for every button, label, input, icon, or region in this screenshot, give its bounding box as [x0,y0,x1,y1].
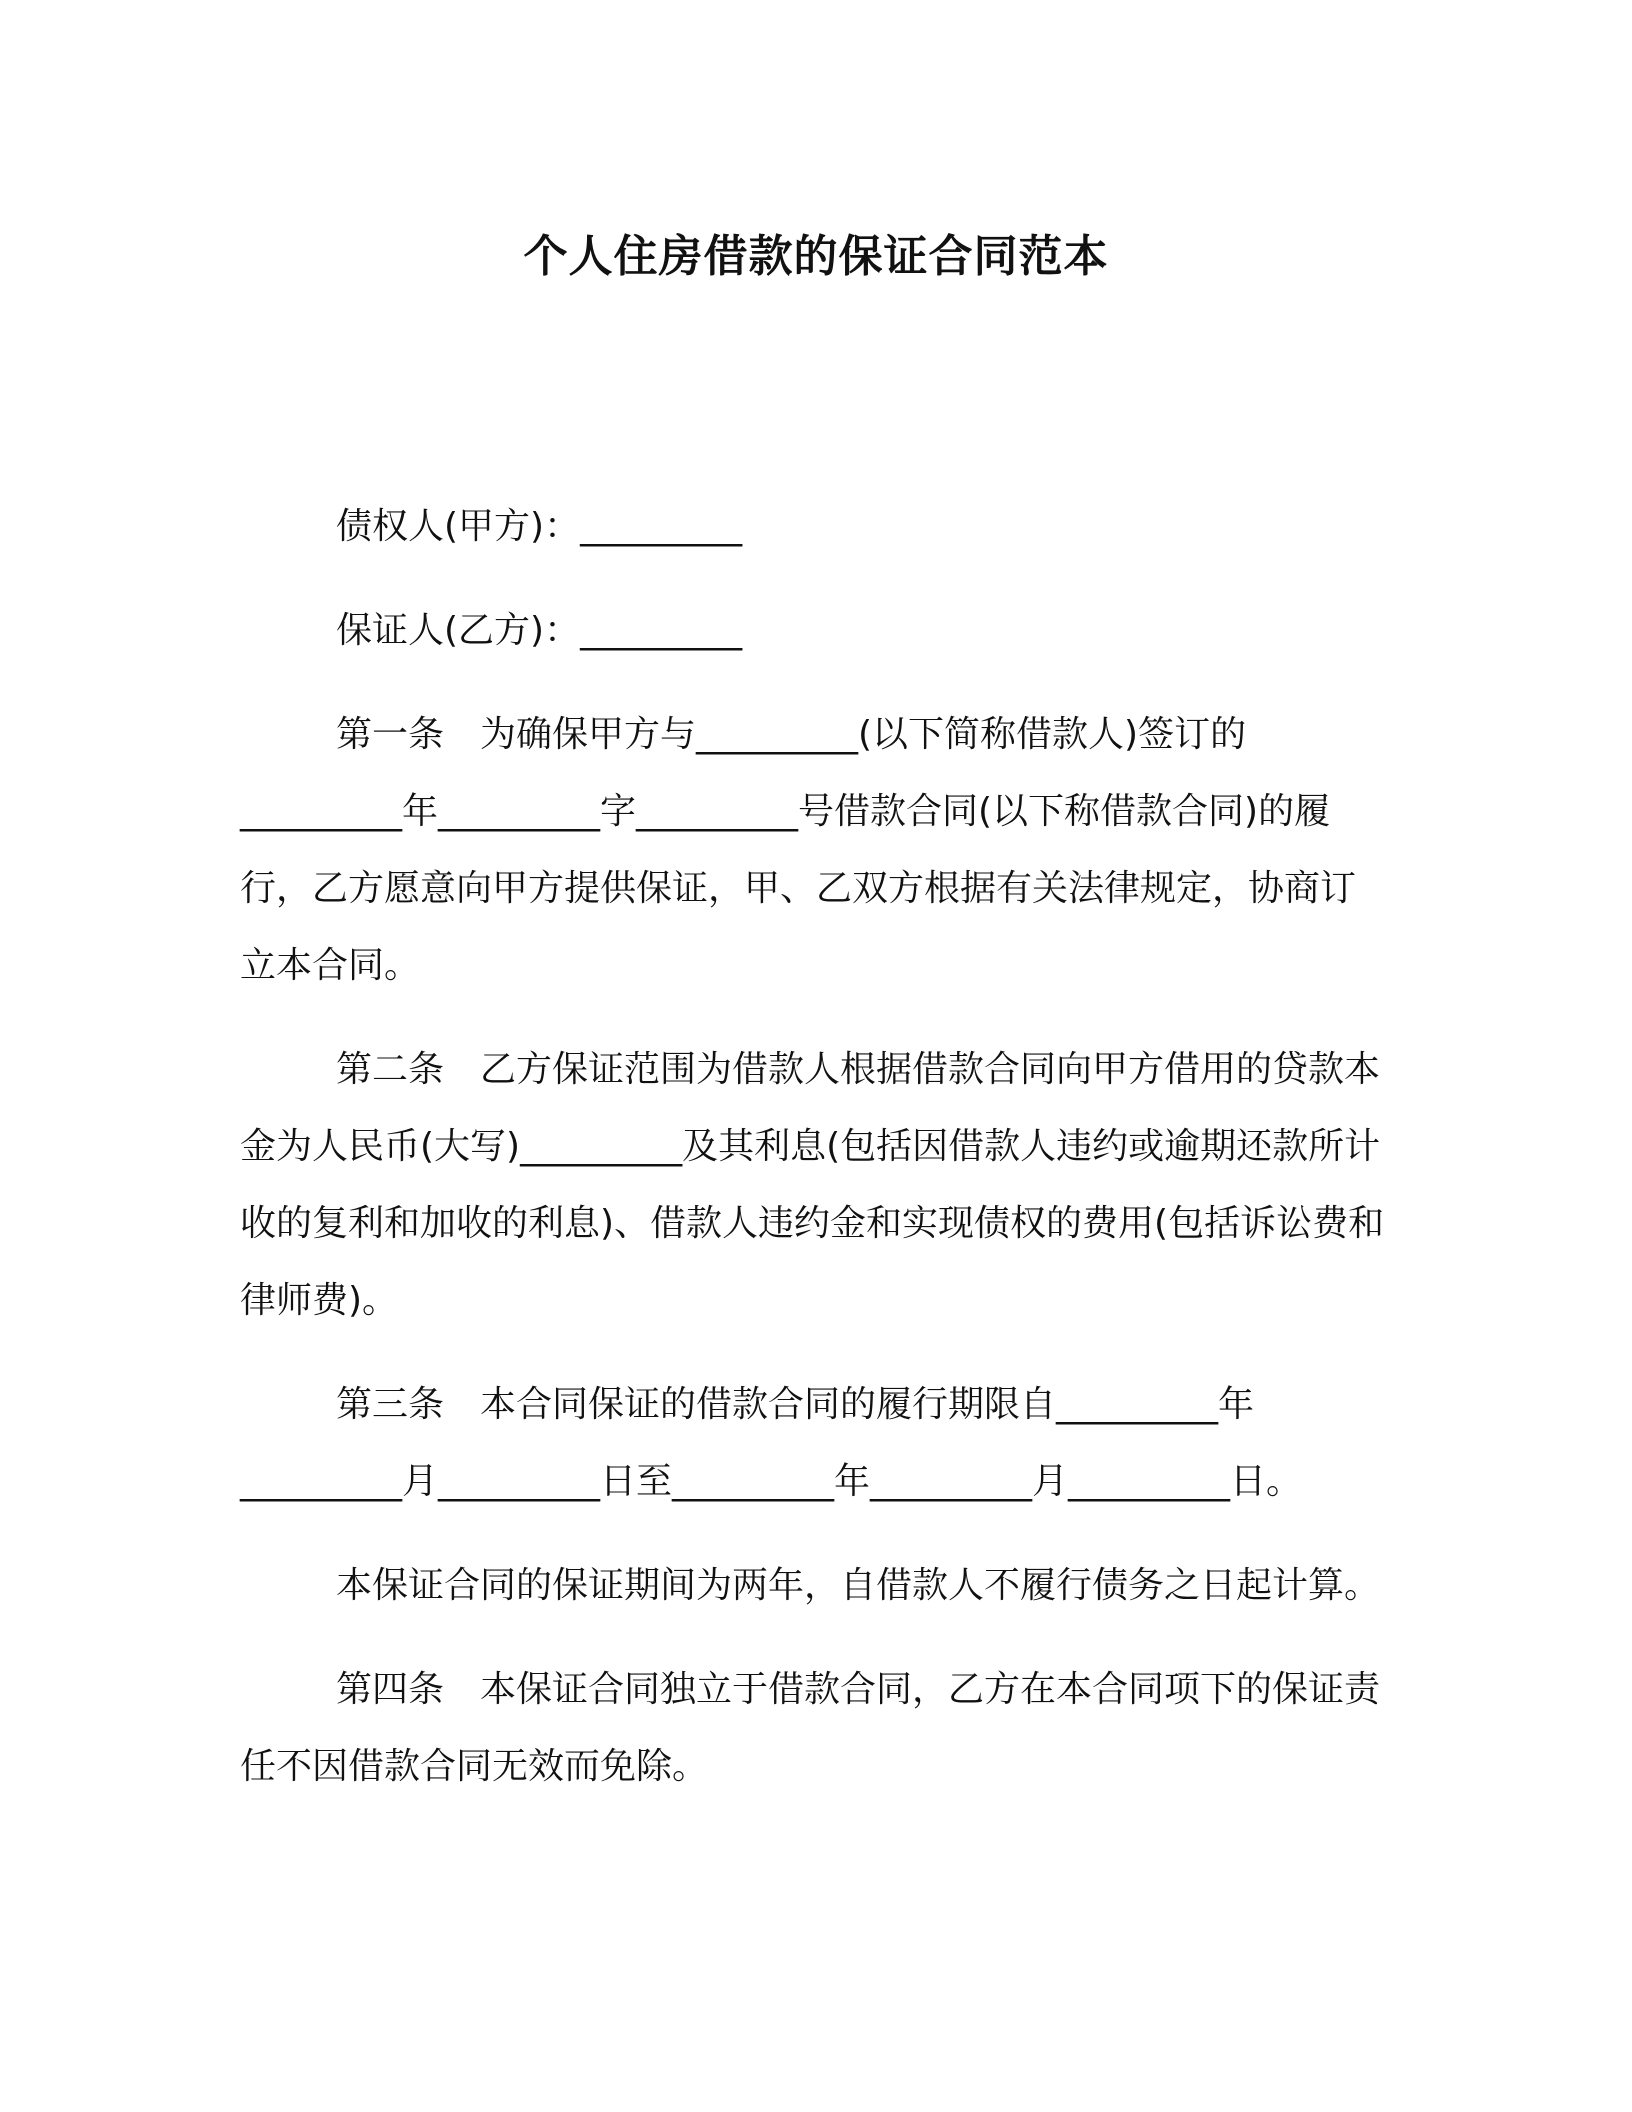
article-3: 第三条 本合同保证的借款合同的履行期限自_________年_________月_________日至_________年_________月_________日。 [240,1384,1302,1502]
document-title: 个人住房借款的保证合同范本 [523,231,1109,282]
article-1: 第一条 为确保甲方与_________(以下简称借款人)签订的_________年_________字_________号借款合同(以下称借款合同)的履行，乙方愿意向甲方提供保证，甲、乙双方根据有关法律规定，协商订立本合同。 [240,714,1357,986]
guarantor-line: 保证人(乙方)：_________ [336,610,743,651]
article-2: 第二条 乙方保证范围为借款人根据借款合同向甲方借用的贷款本金为人民币(大写)_________及其利息(包括因借款人违约或逾期还款所计收的复利和加收的利息)、借款人违约金和实现债权的费用(包括诉讼费和律师费)。 [240,1049,1385,1321]
document-body [240,488,1390,1832]
creditor-line: 债权人(甲方)：_________ [336,506,743,547]
guarantee-period: 本保证合同的保证期间为两年，自借款人不履行债务之日起计算。 [336,1565,1381,1606]
article-4: 第四条 本保证合同独立于借款合同，乙方在本合同项下的保证责任不因借款合同无效而免除。 [240,1669,1381,1787]
